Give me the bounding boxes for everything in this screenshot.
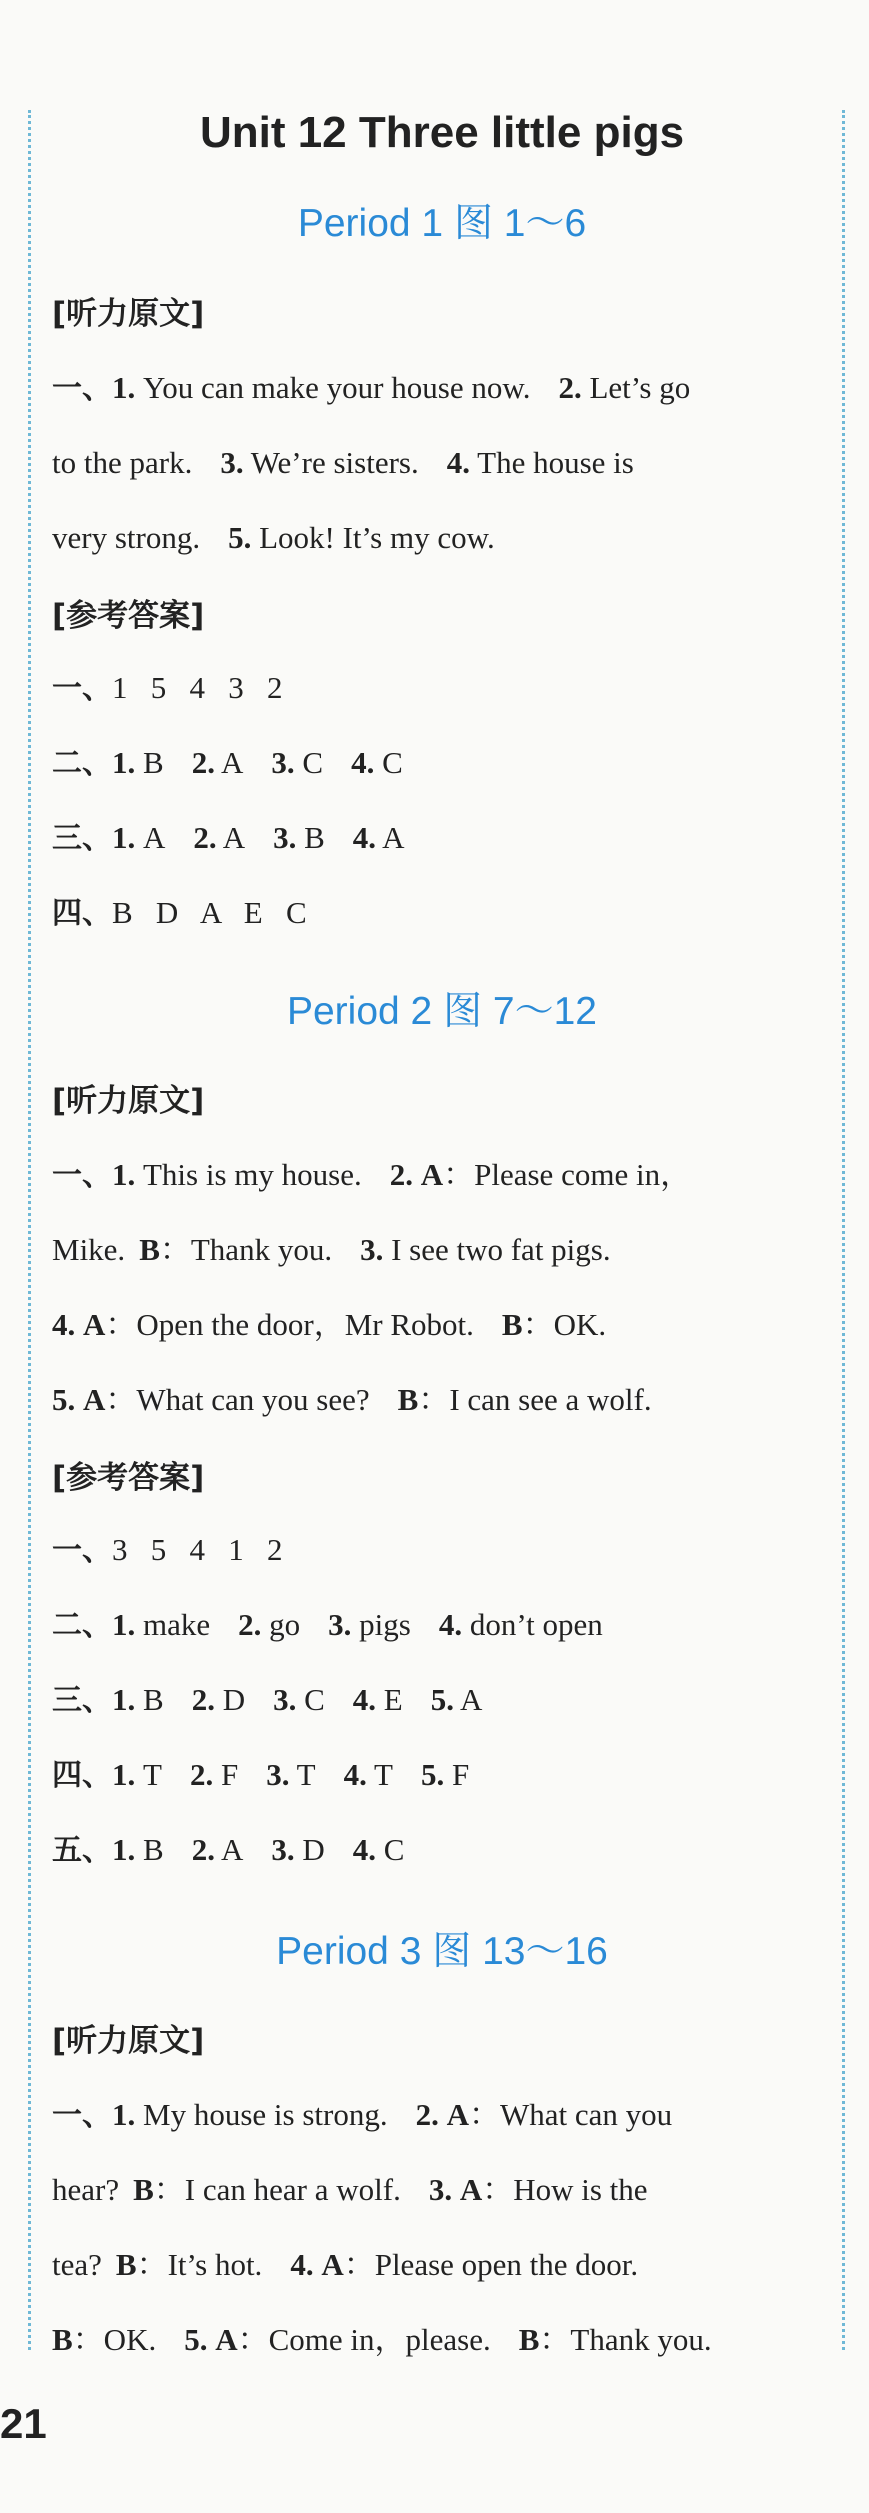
answer-value: A (143, 820, 166, 855)
item-prefix: 四、 (52, 896, 112, 931)
item-number: 1. (112, 2097, 136, 2132)
answer-value: F (451, 1757, 470, 1792)
item-number: 3. (428, 2172, 453, 2207)
listening-text: ：Thank you. (539, 2322, 712, 2357)
answer-value: pigs (359, 1607, 411, 1642)
answer-value: A (382, 820, 405, 855)
listening-tag: [听力原文] (52, 1083, 205, 1119)
p2-answer-row-5 (52, 1830, 832, 1871)
item-number: 1. (112, 820, 136, 855)
item-number: 2. (238, 1607, 262, 1642)
listening-text: ：I can hear a wolf. (153, 2172, 401, 2207)
item-number: 1. (112, 1757, 136, 1792)
listening-text: Mike. (52, 1232, 126, 1267)
item-number: 2. (389, 1157, 413, 1192)
listening-text: My house is strong. (135, 2097, 388, 2132)
item-number: 4. (446, 445, 470, 480)
listening-text: ：Please open the door. (343, 2247, 639, 2282)
speaker-label: B (501, 1307, 523, 1342)
item-number: 2. (193, 820, 217, 855)
p2-answer-row-2 (52, 1605, 832, 1646)
p2-listening-line-3 (52, 1305, 832, 1345)
item-number: 4. (290, 2247, 314, 2282)
listening-text: This is my house. (135, 1157, 362, 1192)
listening-text: ：It’s hot. (136, 2247, 263, 2282)
item-prefix: 一、 (52, 671, 112, 706)
answer-value: don’t open (469, 1607, 603, 1642)
right-dotted-border (842, 110, 845, 2350)
item-number: 3. (328, 1607, 352, 1642)
p1-answer-row-1 (52, 668, 832, 709)
speaker-label: A (83, 1307, 106, 1342)
item-number: 3. (271, 1832, 295, 1867)
p1-listening-line-3 (52, 518, 832, 558)
item-number: 5. (420, 1757, 445, 1792)
unit-title: Unit 12 Three little pigs (199, 108, 685, 157)
p2-answer-row-3 (52, 1680, 832, 1721)
answer-value: F (220, 1757, 239, 1792)
speaker-label: B (52, 2322, 73, 2357)
answer-value: B (143, 1682, 164, 1717)
item-prefix: 一、 (52, 1158, 112, 1193)
answer-value: A (220, 1832, 244, 1867)
listening-text: We’re sisters. (243, 445, 419, 480)
listening-text: ：What can you (468, 2097, 673, 2132)
listening-text: ：Come in，please. (237, 2322, 491, 2357)
answer-value: C (383, 1832, 405, 1867)
listening-tag: [听力原文] (52, 296, 205, 332)
p1-listening-line-2 (52, 443, 832, 483)
listening-text: very strong. (52, 520, 201, 555)
item-number: 4. (352, 1682, 377, 1717)
answer-value: T (143, 1757, 162, 1792)
p3-listening-line-3 (52, 2245, 832, 2285)
item-prefix: 二、 (52, 1608, 112, 1643)
p1-answer-row-4 (52, 893, 832, 934)
item-number: 2. (189, 1757, 214, 1792)
answer-value: E (383, 1682, 403, 1717)
listening-text: to the park. (52, 445, 193, 480)
answer-value: D (222, 1682, 246, 1717)
item-number: 3. (266, 1757, 290, 1792)
p2-answer-row-4 (52, 1755, 832, 1796)
item-prefix: 三、 (52, 1683, 112, 1718)
p3-listening-line-1 (52, 2095, 832, 2136)
item-number: 1. (112, 1157, 136, 1192)
answer-value: D (302, 1832, 325, 1867)
answer-tag: [参考答案] (52, 1460, 205, 1496)
listening-text: You can make your house now. (135, 370, 531, 405)
p2-answer-row-1 (52, 1530, 832, 1571)
answer-value: C (304, 1682, 325, 1717)
p3-listening-line-4 (52, 2320, 832, 2360)
left-dotted-border (28, 110, 31, 2350)
answer-value: B (143, 1832, 164, 1867)
item-number: 2. (191, 1682, 215, 1717)
listening-text: Let’s go (581, 370, 691, 405)
item-number: 4. (438, 1607, 463, 1642)
item-number: 2. (191, 745, 215, 780)
period-3-heading: Period 3 图 13～16 (276, 1930, 608, 1973)
item-number: 5. (52, 1382, 76, 1417)
item-number: 1. (112, 1607, 136, 1642)
answer-value: C (382, 745, 403, 780)
answer-value: B (304, 820, 325, 855)
speaker-label: B (397, 1382, 419, 1417)
item-number: 5. (430, 1682, 454, 1717)
item-number: 4. (343, 1757, 367, 1792)
item-number: 5. (184, 2322, 208, 2357)
listening-text: ：Thank you. (159, 1232, 333, 1267)
p1-listening-line-1 (52, 368, 832, 409)
item-prefix: 二、 (52, 746, 112, 781)
answer-sequence: 1 5 4 3 2 (112, 670, 283, 705)
page-number: 21 (0, 2400, 47, 2447)
item-number: 1. (112, 745, 136, 780)
item-number: 3. (273, 1682, 297, 1717)
item-prefix: 四、 (52, 1758, 112, 1793)
p1-answer-row-2 (52, 743, 832, 784)
listening-text: The house is (469, 445, 634, 480)
period-2-heading: Period 2 图 7～12 (286, 990, 597, 1033)
item-number: 5. (228, 520, 252, 555)
item-number: 3. (220, 445, 244, 480)
answer-tag: [参考答案] (52, 598, 205, 634)
item-number: 3. (360, 1232, 384, 1267)
listening-text: tea? (52, 2247, 102, 2282)
p1-answer-row-3 (52, 818, 832, 859)
speaker-label: B (133, 2172, 154, 2207)
item-number: 2. (191, 1832, 215, 1867)
p2-listening-line-1 (52, 1155, 832, 1196)
answer-value: T (374, 1757, 393, 1792)
listening-text: ：Open the door，Mr Robot. (105, 1307, 474, 1342)
speaker-label: A (459, 2172, 483, 2207)
item-number: 4. (52, 1307, 76, 1342)
listening-text: ：What can you see? (105, 1382, 370, 1417)
item-number: 4. (351, 745, 375, 780)
item-number: 1. (112, 1682, 136, 1717)
listening-tag: [听力原文] (52, 2023, 205, 2059)
period-1-heading: Period 1 图 1～6 (297, 202, 587, 245)
answer-value: T (296, 1757, 316, 1792)
item-number: 1. (112, 1832, 136, 1867)
item-number: 3. (273, 820, 297, 855)
item-prefix: 三、 (52, 821, 112, 856)
speaker-label: A (446, 2097, 469, 2132)
listening-text: ：Please come in， (443, 1157, 692, 1192)
answer-value: C (302, 745, 324, 780)
answer-sequence: 3 5 4 1 2 (112, 1532, 283, 1567)
item-number: 1. (112, 370, 136, 405)
p3-listening-line-2 (52, 2170, 832, 2210)
item-prefix: 一、 (52, 2098, 112, 2133)
answer-value: A (460, 1682, 483, 1717)
speaker-label: A (83, 1382, 106, 1417)
answer-value: A (220, 745, 244, 780)
item-number: 4. (352, 1832, 377, 1867)
listening-text: ：How is the (482, 2172, 648, 2207)
item-prefix: 五、 (52, 1833, 112, 1868)
listening-text: ：OK. (72, 2322, 157, 2357)
speaker-label: B (139, 1232, 160, 1267)
answer-value: go (269, 1607, 301, 1642)
item-prefix: 一、 (52, 1533, 112, 1568)
listening-text: ：OK. (522, 1307, 607, 1342)
listening-text: ：I can see a wolf. (418, 1382, 652, 1417)
answer-sequence: B D A E C (112, 895, 307, 930)
listening-text: hear? (52, 2172, 120, 2207)
item-number: 2. (558, 370, 582, 405)
p2-listening-line-4 (52, 1380, 832, 1420)
listening-text: Look! It’s my cow. (251, 520, 495, 555)
answer-value: B (143, 745, 164, 780)
item-prefix: 一、 (52, 371, 112, 406)
speaker-label: A (321, 2247, 344, 2282)
item-number: 2. (415, 2097, 439, 2132)
listening-text: I see two fat pigs. (383, 1232, 611, 1267)
item-number: 3. (271, 745, 295, 780)
speaker-label: A (420, 1157, 444, 1192)
p2-listening-line-2 (52, 1230, 832, 1270)
answer-value: A (222, 820, 246, 855)
speaker-label: A (215, 2322, 238, 2357)
answer-value: make (143, 1607, 211, 1642)
speaker-label: B (115, 2247, 137, 2282)
speaker-label: B (518, 2322, 540, 2357)
item-number: 4. (352, 820, 377, 855)
